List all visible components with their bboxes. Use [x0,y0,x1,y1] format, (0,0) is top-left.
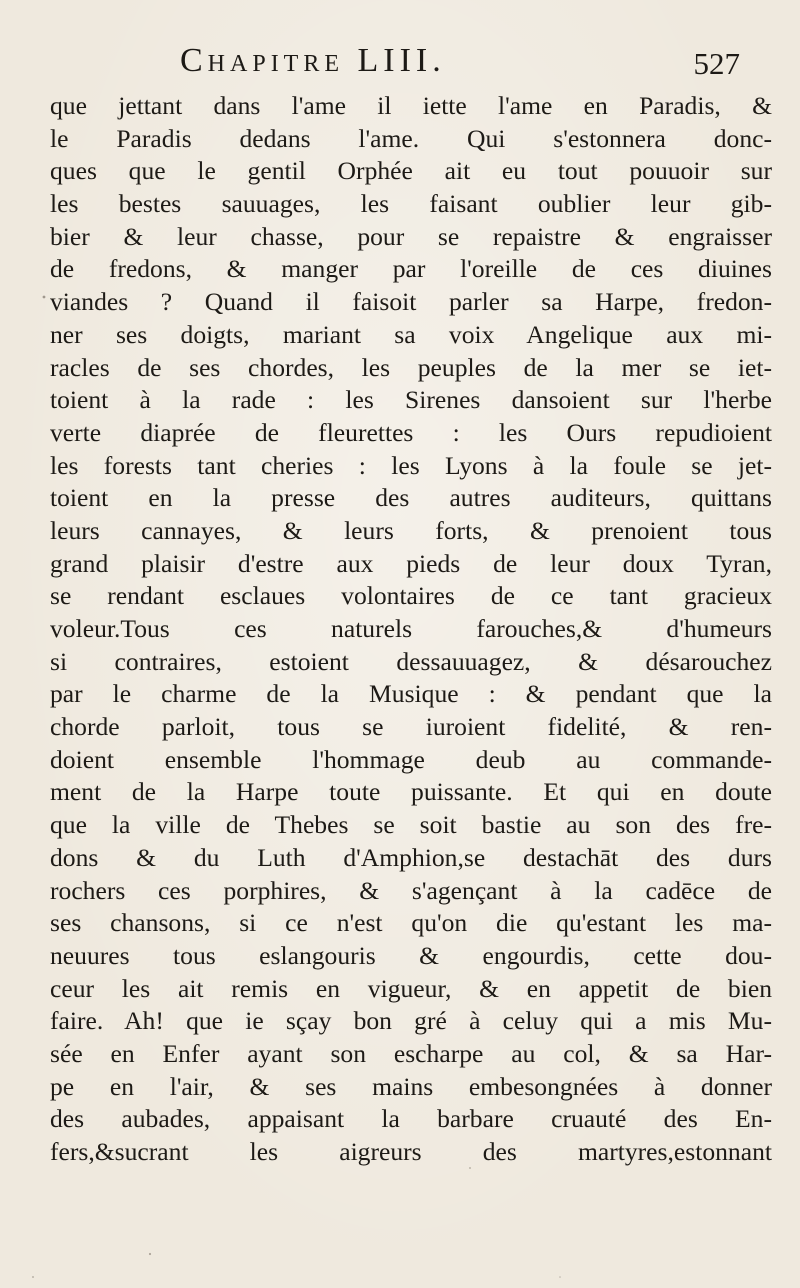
text-line: ceur les ait remis en vigueur, & en appetit de bien [50,973,772,1003]
text-line: par le charme de la Musique : & pendant que la [50,679,772,709]
page-header [180,42,740,86]
text-line: toient en la presse des autres auditeurs, quittans [50,483,772,513]
text-line: le Paradis dedans l'ame. Qui s'estonnera donc- [50,123,772,153]
running-title: Chapitre LIII. [180,42,446,79]
text-line: ques que le gentil Orphée ait eu tout pouuoir sur [50,156,772,186]
text-line: neuures tous eslangouris & engourdis, cette dou- [50,940,772,970]
text-line: si contraires, estoient dessauuagez, & désarouchez [50,646,772,676]
text-line: les forests tant cheries : les Lyons à la foule se jet- [50,450,772,480]
text-line: verte diaprée de fleurettes : les Ours repudioient [50,417,772,447]
text-line: que jettant dans l'ame il iette l'ame en Paradis, & [50,91,772,120]
text-line: viandes ? Quand il faisoit parler sa Harpe, fredon- [50,287,772,317]
text-line: doient ensemble l'hommage deub au commande- [50,744,772,774]
text-line: les bestes sauuages, les faisant oublier leur gib- [50,189,772,219]
text-line: ment de la Harpe toute puissante. Et qui en doute [50,777,772,807]
body-text [50,90,772,1169]
text-line: pe en l'air, & ses mains embesongnées à donner [50,1071,772,1101]
text-line: grand plaisir d'estre aux pieds de leur doux Tyran, [50,548,772,578]
paper-speck [43,296,46,299]
paper-speck [149,1253,151,1255]
page-number: 527 [693,46,740,81]
text-line: ses chansons, si ce n'est qu'on die qu'estant les ma- [50,908,772,938]
paper-speck [32,1276,34,1278]
text-line: dons & du Luth d'Amphion,se destachāt des durs [50,842,772,872]
text-line: que la ville de Thebes se soit bastie au son des fre- [50,810,772,840]
paper-speck [559,1276,561,1278]
text-line: bier & leur chasse, pour se repaistre & engraisser [50,221,772,251]
text-line: rochers ces porphires, & s'agençant à la cadēce de [50,875,772,905]
text-line: se rendant esclaues volontaires de ce tant gracieux [50,581,772,611]
text-line: sée en Enfer ayant son escharpe au col, & sa Har- [50,1038,772,1068]
text-line: leurs cannayes, & leurs forts, & prenoient tous [50,515,772,545]
text-line: racles de ses chordes, les peuples de la mer se iet- [50,352,772,382]
text-line: ner ses doigts, mariant sa voix Angelique aux mi- [50,319,772,349]
text-line: faire. Ah! que ie sçay bon gré à celuy qui a mis Mu- [50,1006,772,1036]
text-line: toient à la rade : les Sirenes dansoient sur l'herbe [50,385,772,415]
text-line: chorde parloit, tous se iuroient fidelité, & ren- [50,712,772,742]
text-line: voleur.Tous ces naturels farouches,& d'humeurs [50,614,772,643]
text-line: fers,&sucrant les aigreurs des martyres,estonnant [50,1137,772,1166]
text-line: des aubades, appaisant la barbare cruauté des En- [50,1104,772,1134]
text-line: de fredons, & manger par l'oreille de ces diuines [50,254,772,284]
